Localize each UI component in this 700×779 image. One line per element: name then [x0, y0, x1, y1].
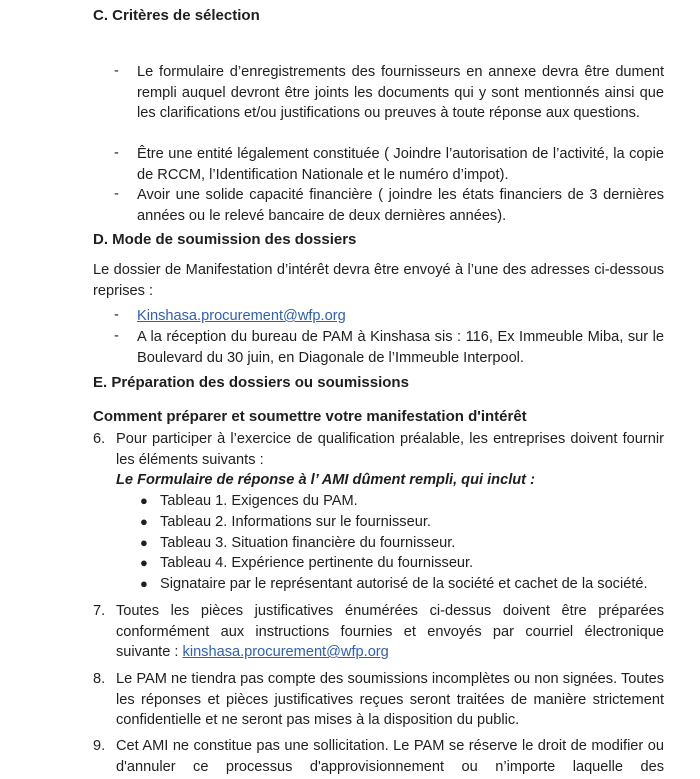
item-7-body: Toutes les pièces justificatives énumérées ci-dessus doivent être préparées conformément aux instructions fournies et envoyés par courriel électronique suivante : — [116, 603, 664, 660]
email-link[interactable]: kinshasa.procurement@wfp.org — [182, 644, 389, 660]
item-8-text: Le PAM ne tiendra pas compte des soumissions incomplètes ou non signées. Toutes les réponses et pièces justificatives reçues seront traitées de manière strictement confidentielle et ne seront pas mises à la disposition du public. — [116, 671, 664, 728]
section-d-intro: Le dossier de Manifestation d’intérêt devra être envoyé à l’une des adresses ci-dessous reprises : — [93, 262, 664, 299]
list-item: Le formulaire d’enregistrements des fournisseurs en annexe devra être dument rempli auquel devront être joints les documents qui y sont mentionnés ainsi que les clarifications et/ou justifications ou preuves à toute réponse aux questions. — [137, 64, 664, 121]
section-d-title: D. Mode de soumission des dossiers — [93, 231, 357, 248]
section-e-title: E. Préparation des dossiers ou soumissions — [93, 374, 409, 391]
bullet-item: Signataire par le représentant autorisé de la société et cachet de la société. — [160, 576, 648, 592]
dash-marker: - — [114, 307, 119, 323]
bullet-item: Tableau 4. Expérience pertinente du fournisseur. — [160, 555, 474, 571]
bullet-marker: ● — [140, 576, 148, 591]
form-title: Le Formulaire de réponse à l’ AMI dûment rempli, qui inclut : — [116, 472, 535, 488]
bullet-marker: ● — [140, 493, 148, 508]
dash-marker: - — [114, 63, 119, 79]
address-item: A la réception du bureau de PAM à Kinshasa sis : 116, Ex Immeuble Miba, sur le Boulevard du 30 juin, en Diagonale de l’Immeuble Interpool. — [137, 329, 664, 366]
bullet-item: Tableau 2. Informations sur le fournisseur. — [160, 514, 431, 530]
bullet-item: Tableau 1. Exigences du PAM. — [160, 493, 358, 509]
item-number: 6. — [93, 431, 106, 447]
dash-marker: - — [114, 145, 119, 161]
item-number: 8. — [93, 671, 106, 687]
item-number: 9. — [93, 738, 106, 754]
section-e-subtitle: Comment préparer et soumettre votre manifestation d'intérêt — [93, 408, 527, 425]
email-link[interactable]: Kinshasa.procurement@wfp.org — [137, 308, 346, 324]
dash-marker: - — [114, 186, 119, 202]
bullet-marker: ● — [140, 535, 148, 550]
item-7-text — [116, 601, 664, 663]
item-9-text: Cet AMI ne constitue pas une sollicitation. Le PAM se réserve le droit de modifier ou d'annuler ce processus d'approvisionnement ou n’importe laquelle des — [116, 738, 664, 775]
list-item: Avoir une solide capacité financière ( joindre les états financiers de 3 dernières années ou le relevé bancaire de deux dernières années). — [137, 187, 664, 224]
bullet-marker: ● — [140, 555, 148, 570]
dash-marker: - — [114, 328, 119, 344]
item-number: 7. — [93, 603, 106, 619]
section-c-title: C. Critères de sélection — [93, 7, 260, 24]
list-item: Être une entité légalement constituée ( Joindre l’autorisation de l’activité, la copie de RCCM, l’Identification Nationale et le numéro d’impot). — [137, 146, 664, 183]
bullet-marker: ● — [140, 514, 148, 529]
item-6-text: Pour participer à l’exercice de qualification préalable, les entreprises doivent fournir les éléments suivants : — [116, 431, 664, 468]
bullet-item: Tableau 3. Situation financière du fournisseur. — [160, 535, 456, 551]
